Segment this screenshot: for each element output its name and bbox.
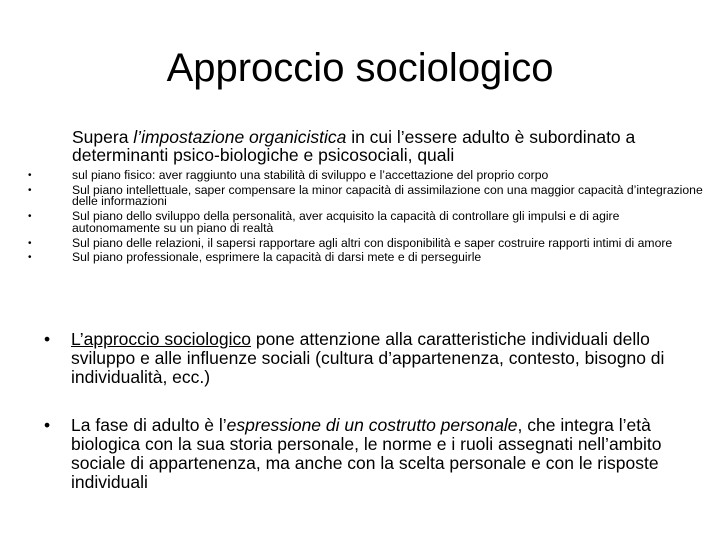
point-emphasis: espressione di un costrutto personale [226,415,518,435]
list-item-text: Sul piano professionale, esprimere la capacità di darsi mete e di perseguirle [72,250,482,265]
intro-emphasis: l’impostazione organicistica [133,127,347,147]
point-sociological-approach [44,330,684,387]
point-text-end: , che integra l’età biologica con la sua storia personale, le norme e i ruoli assegnati nell’ambito sociale di appartenenza, ma anche con la scelta personale e con le risposte individuali [71,415,662,492]
intro-paragraph [72,128,702,164]
list-item-text: sul piano fisico: aver raggiunto una stabilità di sviluppo e l’accettazione del proprio corpo [72,168,549,182]
bullet-icon: • [28,237,32,249]
list-item-text: Sul piano intellettuale, saper compensare la minor capacità di assimilazione con una maggior capacità d’integrazione delle informazioni [72,182,703,209]
list-item-text: Sul piano dello sviluppo della personalità, aver acquisito la capacità di controllare gli impulsi e di agire autonomamente su un piano di realtà [72,209,620,235]
list-item [28,170,708,182]
intro-text-end: in cui l’essere adulto è subordinato a determinanti psico-biologiche e psicosociali, quali [72,127,636,165]
point-text-start: La fase di adulto è l’ [71,415,227,435]
list-item [28,235,708,250]
bullet-icon: • [44,329,51,349]
list-item [28,182,708,209]
list-item-text: Sul piano delle relazioni, il sapersi rapportare agli altri con disponibilità e saper costruire rapporti intimi di amore [72,235,673,250]
point-text [71,416,684,492]
sub-bullet-list [28,170,708,267]
point-text-rest: pone attenzione alla caratteristiche individuali dello sviluppo e alle influenze sociali (cultura d’appartenenza, contesto, bisogno di individualità, ecc.) [71,329,665,387]
intro-text-start: Supera [72,127,134,147]
point-adult-phase [44,416,684,492]
bullet-icon: • [28,184,32,196]
bullet-icon: • [44,415,51,435]
bullet-icon: • [28,211,32,223]
point-text [71,330,684,387]
underlined-term: L’approccio sociologico [71,329,251,349]
bullet-icon: • [28,252,32,264]
bullet-icon: • [28,170,32,181]
list-item [28,252,708,264]
slide-title: Approccio sociologico [166,46,554,90]
list-item [28,211,708,234]
